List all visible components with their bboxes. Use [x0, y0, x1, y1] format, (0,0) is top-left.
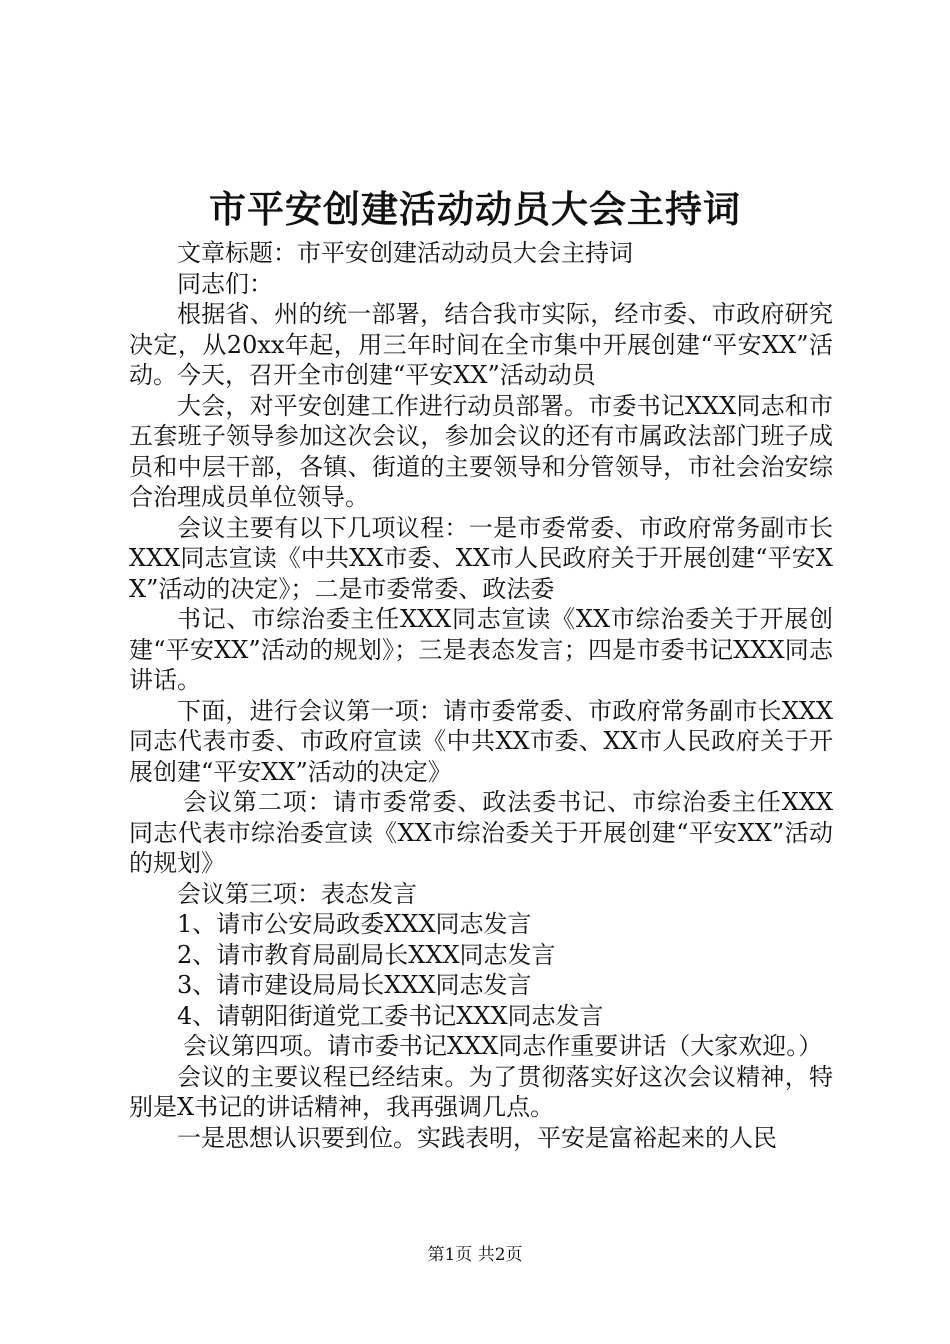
list-item: 1、请市公安局政委XXX同志发言 — [177, 910, 532, 938]
page-number-footer: 第1页 共2页 — [427, 1245, 523, 1265]
paragraph: 下面，进行会议第一项：请市委常委、市政府常务副市长XXX同志代表市委、市政府宣读《中共XX市委、XX市人民政府关于开展创建“平安XX”活动的决定》 — [129, 696, 833, 786]
document-body — [129, 238, 833, 1153]
paragraph: 会议主要有以下几项议程：一是市委常委、市政府常务副市长XXX同志宣读《中共XX市委、XX市人民政府关于开展创建“平安XX”活动的决定》；二是市委常委、政法委 — [129, 513, 833, 603]
paragraph: 一是思想认识要到位。实践表明，平安是富裕起来的人民 — [177, 1123, 777, 1152]
document-title: 市平安创建活动动员大会主持词 — [209, 188, 741, 231]
list-item: 4、请朝阳街道党工委书记XXX同志发言 — [177, 1001, 604, 1030]
paragraph: 会议的主要议程已经结束。为了贯彻落实好这次会议精神，特别是X书记的讲话精神，我再强调几点。 — [129, 1062, 833, 1121]
list-item: 2、请市教育局副局长XXX同志发言 — [177, 940, 556, 969]
paragraph: 书记、市综治委主任XXX同志宣读《XX市综治委关于开展创建“平安XX”活动的规划》；三是表态发言；四是市委书记XXX同志讲话。 — [129, 605, 833, 694]
paragraph-agenda-heading: 会议第三项：表态发言 — [177, 879, 417, 908]
list-item: 3、请市建设局局长XXX同志发言 — [177, 971, 532, 999]
paragraph-greeting: 同志们： — [177, 269, 273, 298]
paragraph: 会议第四项。请市委书记XXX同志作重要讲话（大家欢迎。） — [183, 1032, 823, 1060]
paragraph: 会议第二项：请市委常委、政法委书记、市综治委主任XXX同志代表市综治委宣读《XX市综治委关于开展创建“平安XX”活动的规划》 — [129, 788, 833, 877]
paragraph-article-title: 文章标题：市平安创建活动动员大会主持词 — [177, 239, 633, 267]
paragraph: 根据省、州的统一部署，结合我市实际，经市委、市政府研究决定，从20xx年起，用三年时间在全市集中开展创建“平安XX”活动。今天，召开全市创建“平安XX”活动动员 — [129, 300, 833, 389]
paragraph: 大会，对平安创建工作进行动员部署。市委书记XXX同志和市五套班子领导参加这次会议，参加会议的还有市属政法部门班子成员和中层干部，各镇、街道的主要领导和分管领导，市社会治安综合治理成员单位领导。 — [129, 391, 833, 511]
